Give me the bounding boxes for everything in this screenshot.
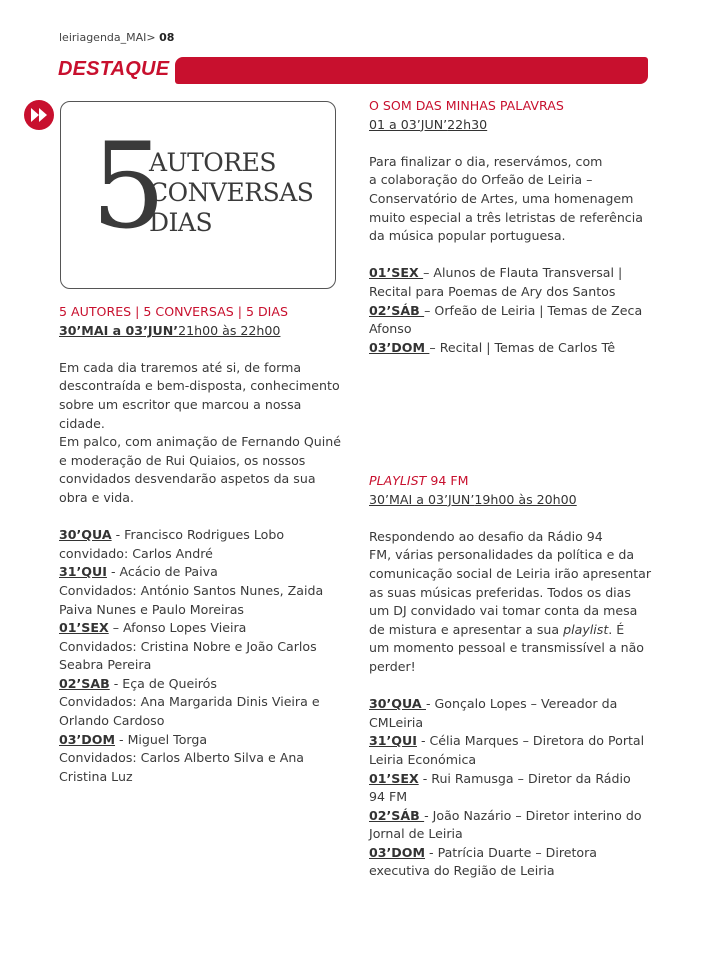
article-body [369, 153, 659, 246]
running-header [59, 31, 174, 44]
schedule-entry [369, 732, 659, 751]
body-line: sobre um escritor que marcou a nossa [59, 396, 302, 412]
body-line: convidados desvendarão aspetos da sua [59, 471, 316, 487]
schedule-text: – Afonso Lopes Vieira [108, 620, 247, 636]
article-title: PLAYLIST 94 FM [369, 473, 469, 488]
schedule-text: - Rui Ramusga – Diretor da Rádio [418, 770, 631, 786]
schedule-detail: Cristina Luz [59, 768, 133, 784]
schedule-text: - João Nazário – Diretor interino do [424, 807, 642, 823]
schedule-day: 01’SEX [59, 620, 109, 636]
schedule-list [369, 264, 659, 357]
logo-line-3: DIAS [149, 208, 213, 237]
article-date: 01 a 03’JUN’22h30 [369, 116, 488, 132]
schedule-day: 03’DOM [369, 339, 430, 355]
schedule-detail: Afonso [369, 321, 412, 337]
schedule-entry [369, 339, 659, 358]
section-title: DESTAQUE [58, 58, 170, 80]
schedule-entry [369, 844, 659, 863]
header-section: leiriagenda_MAI> [59, 31, 156, 44]
schedule-entry [59, 619, 349, 638]
schedule-detail: Convidados: Ana Margarida Dinis Vieira e [59, 694, 320, 710]
schedule-entry [369, 807, 659, 826]
event-logo [60, 101, 336, 289]
schedule-text: - Miguel Torga [115, 731, 208, 747]
schedule-detail: Paiva Nunes e Paulo Moreiras [59, 601, 244, 617]
body-line: da música popular portuguesa. [369, 228, 566, 244]
body-line: um DJ convidado vai tomar conta da mesa [369, 603, 638, 619]
body-line: cidade. [59, 415, 105, 431]
article-body [59, 359, 349, 508]
schedule-entry [369, 770, 659, 789]
schedule-detail: Leiria Económica [369, 751, 477, 767]
body-line: Respondendo ao desafio da Rádio 94 [369, 528, 603, 544]
schedule-day: 30’QUA [59, 527, 112, 543]
schedule-entry [59, 526, 349, 545]
schedule-detail: Jornal de Leiria [369, 826, 463, 842]
schedule-list [369, 695, 659, 881]
schedule-text: - Eça de Queirós [109, 675, 217, 691]
schedule-day: 02’SÁB [369, 807, 425, 823]
schedule-detail: Seabra Pereira [59, 657, 152, 673]
schedule-day: 01’SEX [369, 770, 419, 786]
schedule-entry [59, 731, 349, 750]
schedule-entry [369, 264, 659, 283]
schedule-entry [369, 695, 659, 714]
schedule-text: – Orfeão de Leiria | Temas de Zeca [424, 302, 643, 318]
schedule-entry [59, 563, 349, 582]
schedule-day: 02’SAB [59, 675, 110, 691]
page-number: 08 [159, 31, 175, 44]
body-line: Para finalizar o dia, reservámos, com [369, 153, 603, 169]
schedule-detail: convidado: Carlos André [59, 545, 213, 561]
body-line: as suas músicas preferidas. Todos os dias [369, 584, 631, 600]
section-banner-bar [175, 57, 648, 84]
body-line: comunicação social de Leiria irão apresentar [369, 565, 652, 581]
article-title: O SOM DAS MINHAS PALAVRAS [369, 98, 564, 113]
schedule-list [59, 526, 349, 786]
schedule-text: – Alunos de Flauta Transversal | [423, 265, 623, 281]
logo-line-1: AUTORES [149, 148, 276, 177]
schedule-text: - Acácio de Paiva [106, 564, 218, 580]
schedule-entry [369, 302, 659, 321]
schedule-detail: 94 FM [369, 789, 408, 805]
body-line: FM, várias personalidades da política e da [369, 547, 635, 563]
schedule-day: 01’SEX [369, 265, 424, 281]
body-line: obra e vida. [59, 489, 135, 505]
schedule-detail: Convidados: António Santos Nunes, Zaida [59, 582, 324, 598]
right-article-1 [369, 97, 659, 357]
logo-line-2: CONVERSAS [149, 178, 314, 207]
body-line: muito especial a três letristas de referência [369, 209, 643, 225]
schedule-day: 02’SÁB [369, 302, 425, 318]
schedule-detail: executiva do Região de Leiria [369, 863, 555, 879]
logo-number: 5 [91, 117, 167, 255]
schedule-detail: Orlando Cardoso [59, 713, 165, 729]
body-line: de mistura e apresentar a sua playlist. É [369, 621, 625, 637]
left-article [59, 303, 349, 786]
article-title: 5 AUTORES | 5 CONVERSAS | 5 DIAS [59, 304, 288, 319]
body-line: Em palco, com animação de Fernando Quiné [59, 434, 342, 450]
schedule-text: - Célia Marques – Diretora do Portal [416, 733, 645, 749]
schedule-day: 31’QUI [369, 733, 417, 749]
body-line: Em cada dia traremos até si, de forma [59, 359, 302, 375]
fast-forward-icon [24, 100, 54, 130]
body-line: um momento pessoal e transmissível a não [369, 640, 645, 656]
schedule-day: 03’DOM [369, 844, 426, 860]
schedule-text: – Recital | Temas de Carlos Tê [429, 339, 616, 355]
schedule-text: - Gonçalo Lopes – Vereador da [426, 696, 618, 712]
body-line: Conservatório de Artes, uma homenagem [369, 190, 634, 206]
schedule-day: 31’QUI [59, 564, 107, 580]
body-line: perder! [369, 658, 416, 674]
schedule-text: - Francisco Rodrigues Lobo [111, 527, 285, 543]
schedule-detail: Convidados: Carlos Alberto Silva e Ana [59, 750, 305, 766]
schedule-detail: Convidados: Cristina Nobre e João Carlos [59, 638, 317, 654]
article-date: 30’MAI a 03’JUN’21h00 às 22h00 [59, 322, 281, 338]
body-line: e moderação de Rui Quiaios, os nossos [59, 452, 306, 468]
schedule-entry [59, 675, 349, 694]
body-line: descontraída e bem-disposta, conhecimento [59, 378, 340, 394]
right-article-2 [369, 472, 659, 881]
article-body [369, 528, 659, 621]
schedule-day: 03’DOM [59, 731, 116, 747]
schedule-day: 30’QUA [369, 696, 426, 712]
schedule-text: - Patrícia Duarte – Diretora [425, 844, 598, 860]
schedule-detail: CMLeiria [369, 714, 424, 730]
body-line: a colaboração do Orfeão de Leiria – [369, 172, 593, 188]
schedule-detail: Recital para Poemas de Ary dos Santos [369, 283, 616, 299]
article-date: 30’MAI a 03’JUN’19h00 às 20h00 [369, 491, 577, 507]
